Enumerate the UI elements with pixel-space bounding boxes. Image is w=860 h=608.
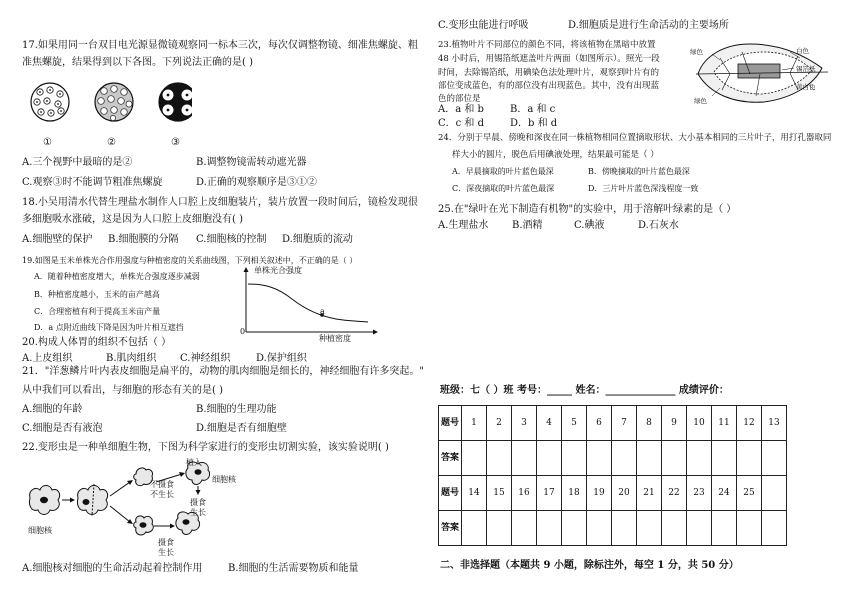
q19-option-a: A．随着种植密度增大，单株光合强度逐步减弱 xyxy=(34,272,200,281)
answer-cell[interactable] xyxy=(512,441,537,476)
question-number: 4 xyxy=(537,406,562,441)
q19-option-d: D．a 点附近曲线下降是因为叶片相互遮挡 xyxy=(34,323,184,332)
q23-label-white: 白色 xyxy=(796,47,809,55)
q21-option-c: C.细胞是否有液泡 xyxy=(22,423,103,434)
question-number: 14 xyxy=(462,476,487,511)
q22-label-no-grow: 不生长 xyxy=(150,490,174,499)
answer-cell[interactable] xyxy=(462,441,487,476)
answer-cell[interactable] xyxy=(662,511,687,546)
q23-stem-line3: 时间，去除锡箔纸，用碘染色法处理叶片，观察到叶片有的 xyxy=(438,68,660,78)
answer-cell[interactable] xyxy=(487,441,512,476)
q22-option-b: B.细胞的生活需要物质和能量 xyxy=(228,563,359,574)
answer-cell[interactable] xyxy=(687,511,712,546)
q18-stem-line2: 多细胞吸水涨破，这是因为人口腔上皮细胞没有( ) xyxy=(22,214,243,225)
question-number: 7 xyxy=(612,406,637,441)
answer-cell[interactable] xyxy=(587,511,612,546)
question-number: 10 xyxy=(687,406,712,441)
question-number: 5 xyxy=(562,406,587,441)
q20-stem: 20.构成人体胃的组织不包括（ ） xyxy=(22,337,172,348)
answer-cell[interactable] xyxy=(487,511,512,546)
question-number: 6 xyxy=(587,406,612,441)
q22-label-nucleus2: 细胞核 xyxy=(212,475,236,484)
answer-cell[interactable] xyxy=(537,441,562,476)
foil-strip xyxy=(738,64,780,78)
q19-stem: 19.如图是玉米单株光合作用强度与种植密度的关系曲线图，下列相关叙述中，不正确的是（ ） xyxy=(22,256,358,265)
answer-cell[interactable] xyxy=(512,511,537,546)
q24-option-b: B．傍晚摘取的叶片蓝色最深 xyxy=(588,167,690,176)
row-header-answer: 答案 xyxy=(439,511,462,546)
question-number: 16 xyxy=(512,476,537,511)
q24-stem-line2: 样大小的圆片，脱色后用碘液处理，结果最可能是（ ） xyxy=(452,150,659,160)
q18-option-d: D.细胞质的流动 xyxy=(282,234,353,245)
empty-cell xyxy=(762,511,787,546)
q17-label-3: ③ xyxy=(171,137,180,148)
question-number: 19 xyxy=(587,476,612,511)
answer-cell[interactable] xyxy=(462,511,487,546)
q25-option-b: B.酒精 xyxy=(512,220,543,231)
q22-label-eat2: 摄食 xyxy=(158,538,174,547)
table-row xyxy=(439,511,787,546)
view-3 xyxy=(159,83,192,121)
q23-stem-line1: 23.植物叶片不同部位的颜色不同，将该植物在黑暗中放置 xyxy=(438,40,656,50)
q25-stem: 25.在"绿叶在光下制造有机物"的实验中，用于溶解叶绿素的是（ ） xyxy=(438,204,737,215)
q19-option-b: B．种植密度越小，玉米的亩产越高 xyxy=(34,290,160,299)
question-number: 21 xyxy=(637,476,662,511)
q19-point-label: a xyxy=(320,307,325,316)
answer-cell[interactable] xyxy=(662,441,687,476)
q20-option-c: C.神经组织 xyxy=(180,353,231,364)
q17-option-d: D.正确的观察顺序是③①② xyxy=(196,177,317,188)
q23-label-foil: 锡箔纸 xyxy=(796,65,816,73)
question-number: 17 xyxy=(537,476,562,511)
question-number: 23 xyxy=(687,476,712,511)
q23-stem-line5: 色的部位是 xyxy=(438,94,481,104)
q25-option-a: A.生理盐水 xyxy=(438,220,489,231)
q20-option-d: D.保护组织 xyxy=(256,353,307,364)
q21-stem-line1: 21．"洋葱鳞片叶内表皮细胞是扁平的，动物的肌肉细胞是细长的，神经细胞有许多突起。" xyxy=(22,366,424,377)
answer-cell[interactable] xyxy=(712,441,737,476)
answer-cell[interactable] xyxy=(637,441,662,476)
answer-cell[interactable] xyxy=(762,441,787,476)
answer-cell[interactable] xyxy=(537,511,562,546)
q22-label-grow2: 生长 xyxy=(158,548,174,557)
question-number: 24 xyxy=(712,476,737,511)
q24-stem-line1: 24．分别于早晨、傍晚和深夜在同一株植物相同位置摘取形状、大小基本相同的三片叶子，用打孔器取同 xyxy=(438,133,832,143)
q22-option-c: C.变形虫能进行呼吸 xyxy=(438,20,529,31)
question-number: 15 xyxy=(487,476,512,511)
q20-option-b: B.肌肉组织 xyxy=(106,353,157,364)
q17-microscope-figure xyxy=(22,80,192,142)
q20-option-a: A.上皮组织 xyxy=(22,353,73,364)
answer-cell[interactable] xyxy=(737,511,762,546)
answer-cell[interactable] xyxy=(737,441,762,476)
question-number: 22 xyxy=(662,476,687,511)
empty-cell xyxy=(762,476,787,511)
q25-option-d: D.石灰水 xyxy=(638,220,679,231)
q21-option-d: D.细胞是否有细胞壁 xyxy=(196,423,287,434)
table-row xyxy=(439,441,787,476)
q22-label-grow1: 生长 xyxy=(190,508,206,517)
q23-label-green: 绿色 xyxy=(690,48,703,56)
q23-option-a: A．a 和 b xyxy=(438,104,484,115)
q22-label-no-eat: 不摄食 xyxy=(150,480,174,489)
q19-x-label: 种植密度 xyxy=(319,334,351,343)
q21-option-a: A.细胞的年龄 xyxy=(22,404,83,415)
q24-option-d: D．三片叶片蓝色深浅程度一致 xyxy=(588,184,699,193)
q19-origin: 0 xyxy=(240,327,246,336)
q23-label-green2: 绿色 xyxy=(694,97,707,105)
q23-leaf-figure xyxy=(690,38,840,110)
question-number: 12 xyxy=(737,406,762,441)
answer-table xyxy=(438,405,787,546)
q23-option-b: B．a 和 c xyxy=(510,104,556,115)
q23-stem-line4: 部位变成蓝色，有的部位没有出现蓝色。其中，没有出现蓝 xyxy=(438,81,660,91)
q23-option-d: D．b 和 d xyxy=(510,118,558,129)
row-header-number: 题号 xyxy=(439,476,462,511)
row-header-number: 题号 xyxy=(439,406,462,441)
q19-curve xyxy=(248,284,368,322)
question-number: 1 xyxy=(462,406,487,441)
question-number: 3 xyxy=(512,406,537,441)
q17-option-a: A.三个视野中最暗的是② xyxy=(22,157,133,168)
q17-option-c: C.观察③时不能调节粗准焦螺旋 xyxy=(22,177,163,188)
q22-stem: 22.变形虫是一种单细胞生物，下图为科学家进行的变形虫切割实验，该实验说明( ) xyxy=(22,442,389,453)
q17-stem-line1: 17.如果用同一台双目电光源显微镜观察同一标本三次，每次仅调整物镜、细准焦螺旋、粗 xyxy=(22,40,418,51)
q19-y-label: 单株光合强度 xyxy=(254,266,302,275)
q21-option-b: B.细胞的生理功能 xyxy=(196,404,277,415)
q21-stem-line2: 从中我们可以看出，与细胞的形态有关的是( ) xyxy=(22,385,223,396)
answer-cell[interactable] xyxy=(587,441,612,476)
question-number: 20 xyxy=(612,476,637,511)
row-header-answer: 答案 xyxy=(439,441,462,476)
answer-cell[interactable] xyxy=(687,441,712,476)
answer-cell[interactable] xyxy=(562,511,587,546)
q22-label-transplant: 植入 xyxy=(186,458,202,467)
q24-option-a: A．早晨摘取的叶片蓝色最深 xyxy=(452,167,554,176)
q19-chart xyxy=(236,266,386,346)
q22-option-a: A.细胞核对细胞的生命活动起着控制作用 xyxy=(22,563,203,574)
q18-stem-line1: 18.小吴用清水代替生理盐水制作人口腔上皮细胞装片，装片放置一段时间后，镜检发现很 xyxy=(22,197,418,208)
view-1 xyxy=(31,83,69,121)
question-number: 8 xyxy=(637,406,662,441)
q22-label-nucleus: 细胞核 xyxy=(28,526,52,535)
q18-option-a: A.细胞壁的保护 xyxy=(22,234,93,245)
q23-option-c: C．c 和 d xyxy=(438,118,485,129)
q18-option-c: C.细胞核的控制 xyxy=(196,234,267,245)
q17-label-1: ① xyxy=(43,137,52,148)
question-number: 25 xyxy=(737,476,762,511)
q17-option-b: B.调整物镜需转动遮光器 xyxy=(196,157,307,168)
question-number: 13 xyxy=(762,406,787,441)
q22-option-d: D.细胞质是进行生命活动的主要场所 xyxy=(568,20,729,31)
answer-cell[interactable] xyxy=(562,441,587,476)
class-info-line: 班级：七（ ）班 考号：_____ 姓名：______________ 成绩评价： xyxy=(440,385,729,396)
question-number: 11 xyxy=(712,406,737,441)
q17-label-2: ② xyxy=(107,137,116,148)
answer-cell[interactable] xyxy=(712,511,737,546)
answer-cell[interactable] xyxy=(612,441,637,476)
table-row xyxy=(439,476,787,511)
table-row xyxy=(439,406,787,441)
question-number: 9 xyxy=(662,406,687,441)
answer-cell[interactable] xyxy=(637,511,662,546)
view-2 xyxy=(95,83,133,121)
q18-option-b: B.细胞膜的分隔 xyxy=(108,234,179,245)
q23-label-yellow-white: 黄白色 xyxy=(796,83,816,91)
q17-stem-line2: 准焦螺旋，结果得到以下各图。下列说法正确的是( ) xyxy=(22,57,253,68)
q24-option-c: C．深夜摘取的叶片蓝色最深 xyxy=(452,184,555,193)
answer-cell[interactable] xyxy=(612,511,637,546)
q22-label-eat1: 摄食 xyxy=(190,498,206,507)
question-number: 2 xyxy=(487,406,512,441)
question-number: 18 xyxy=(562,476,587,511)
section-2-heading: 二、非选择题（本题共 9 小题，除标注外，每空 1 分，共 50 分） xyxy=(440,560,739,571)
q23-stem-line2: 48 小时后，用锡箔纸遮盖叶片两面（如图所示）。照光一段 xyxy=(438,54,660,64)
q19-option-c: C．合理密植有利于提高玉米亩产量 xyxy=(34,307,161,316)
q25-option-c: C.碘液 xyxy=(574,220,605,231)
